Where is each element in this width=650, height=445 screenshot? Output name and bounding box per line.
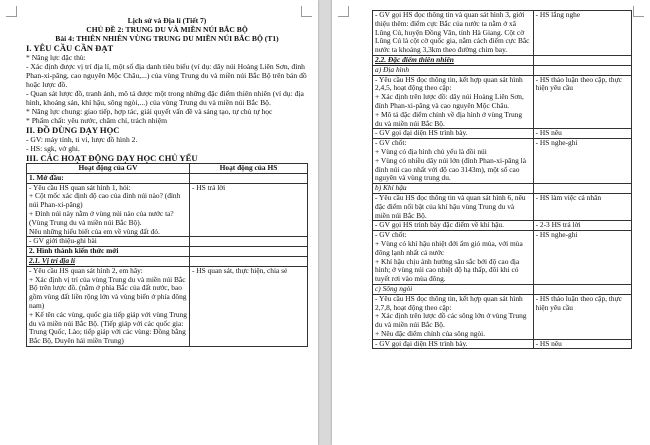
teacher-activity-line: + Cột mốc xác định độ cao của đỉnh núi nào? (đỉnh núi Phan-xi-păng) xyxy=(29,191,181,210)
teacher-activity-cell xyxy=(373,184,534,194)
text-line: * Năng lực chung: giao tiếp, hợp tác, giải quyết vấn đề và sáng tạo, tự chủ tự học xyxy=(26,107,273,116)
teacher-activity-line: - Yêu cầu HS quan sát hình 1, hỏi: xyxy=(29,182,131,192)
teacher-activity-cell xyxy=(373,294,534,339)
teacher-activity-line: b) Khí hậu xyxy=(375,183,407,193)
teacher-activity-cell xyxy=(373,139,534,184)
teacher-activity-line: - Yêu cầu HS đọc thông tin, kết hợp quan sát hình 2,7,8, hoạt động theo cặp: xyxy=(375,293,523,312)
table-row xyxy=(373,139,632,184)
document-page-left xyxy=(0,0,318,445)
text-line: * Phẩm chất: yêu nước, chăm chỉ, trách nhiệm xyxy=(26,116,167,125)
teacher-activity-line: Nêu những hiểu biết của em về vùng đất đó. xyxy=(29,226,160,236)
page-content-right xyxy=(372,10,632,349)
table-header-row xyxy=(27,164,308,174)
student-activity-cell xyxy=(533,231,631,285)
teacher-activity-line: - GV chốt: xyxy=(375,230,407,240)
student-activity-cell xyxy=(533,75,631,129)
text-line: - HS: sgk, vở ghi. xyxy=(26,144,80,153)
student-activity-line: - HS quan sát, thực hiện, chia sẻ xyxy=(191,265,288,275)
teacher-activity-cell xyxy=(373,193,534,220)
table-header-student: Hoạt động của HS xyxy=(189,164,307,174)
teacher-activity-cell xyxy=(27,266,190,346)
table-row xyxy=(27,256,308,266)
teacher-activity-line: - GV gọi HS đọc thông tin và quan sát hình 3, giới thiệu thêm: điểm cực Bắc của nước ta nằm ở xã Lũng Cú, huyện Đồng Văn, tỉnh Hà Giang. Cột cờ Lũng Cú là cột cờ quốc gia, nằm cách điểm cực Bắc nước ta khoảng 3,3km theo đường chim bay. xyxy=(375,10,530,55)
student-activity-cell xyxy=(189,183,307,237)
teacher-activity-cell xyxy=(373,65,534,75)
table-row xyxy=(373,221,632,231)
student-activity-cell xyxy=(189,237,307,247)
teacher-activity-line: + Kể tên các vùng, quốc gia tiếp giáp với vùng Trung du và miền núi Bắc Bộ. (Tiếp giáp với các quốc gia: Trung Quốc, Lào; tiếp giáp với các vùng: Đồng bằng Bắc Bộ, Duyên hải miền Trung) xyxy=(29,309,187,346)
activities-table xyxy=(26,163,308,347)
student-activity-cell xyxy=(189,266,307,346)
section-heading: II. ĐỒ DÙNG DẠY HỌC xyxy=(26,125,120,135)
student-activity-line: - HS nêu xyxy=(535,338,562,348)
table-row xyxy=(27,183,308,237)
teacher-activity-cell xyxy=(373,284,534,294)
student-activity-cell xyxy=(189,256,307,266)
text-line: * Năng lực đặc thù: xyxy=(26,53,86,62)
student-activity-cell xyxy=(533,139,631,184)
table-row xyxy=(27,266,308,346)
student-activity-line: - HS thảo luận theo cặp, thực hiện yêu cầu xyxy=(535,74,622,93)
page-content-left xyxy=(26,16,308,347)
teacher-activity-cell xyxy=(27,183,190,237)
section-heading: III. CÁC HOẠT ĐỘNG DẠY HỌC CHỦ YẾU xyxy=(26,153,198,163)
table-row xyxy=(373,65,632,75)
table-row xyxy=(373,294,632,339)
text-line: - Quan sát lược đồ, tranh ảnh, mô tả được một trong những đặc điểm thiên nhiên (ví dụ: địa hình, khoáng sản, khí hậu, sông ngòi,...) của vùng Trung du và miền núi Bắc Bộ. xyxy=(26,89,304,107)
teacher-activity-line: + Vùng có khí hậu nhiệt đới ẩm gió mùa, với mùa đông lạnh nhất cả nước xyxy=(375,238,523,257)
teacher-activity-cell xyxy=(373,75,534,129)
table-row xyxy=(373,184,632,194)
teacher-activity-line: + Mô tả đặc điểm chính về địa hình ở vùng Trung du và miền núi Bắc Bộ. xyxy=(375,109,523,128)
student-activity-line: - 2-3 HS trả lời xyxy=(535,220,581,230)
table-row xyxy=(27,173,308,183)
student-activity-cell xyxy=(533,294,631,339)
teacher-activity-cell xyxy=(27,247,190,257)
student-activity-cell xyxy=(533,184,631,194)
student-activity-cell xyxy=(533,193,631,220)
page-corner-mark xyxy=(633,6,644,17)
text-line: - Xác định được vị trí địa lí, một số địa danh tiêu biểu (ví dụ: dãy núi Hoàng Liên Sơn, đỉnh Phan-xi-păng, cao nguyên Mộc Châu,...) của vùng Trung du và miền núi Bắc Bộ trên bản đồ hoặc lược đồ. xyxy=(26,62,307,89)
teacher-activity-line: - Yêu cầu HS đọc thông tin và quan sát hình 6, nêu đặc điểm nổi bật của khí hậu vùng Trung du và miền núi Bắc Bộ. xyxy=(375,192,526,220)
teacher-activity-line: + Vùng có nhiều dãy núi lớn (đỉnh Phan-xi-păng là đỉnh núi cao nhất với độ cao 3143m), một số cao nguyên và vùng trung du. xyxy=(375,155,527,183)
teacher-activity-line: - Yêu cầu HS quan sát hình 2, em hãy: xyxy=(29,265,143,275)
table-row xyxy=(373,284,632,294)
table-row xyxy=(373,193,632,220)
teacher-activity-line: 2.2. Đặc điểm thiên nhiên xyxy=(375,54,454,64)
teacher-activity-line: - Yêu cầu HS đọc thông tin, kết hợp quan sát hình 2,4,5, hoạt động theo cặp: xyxy=(375,74,523,93)
teacher-activity-line: - GV giới thiệu-ghi bài xyxy=(29,236,97,246)
teacher-activity-line: 2. Hình thành kiến thức mới xyxy=(29,246,119,256)
table-body xyxy=(373,11,632,349)
teacher-activity-line: + Nêu đặc điểm chính của sông ngòi. xyxy=(375,328,486,338)
table-row xyxy=(373,339,632,349)
lesson-title: Bài 4: THIÊN NHIÊN VÙNG TRUNG DU MIỀN NÚI BẮC BỘ (T1) xyxy=(55,34,279,43)
teacher-activity-line: a) Địa hình xyxy=(375,64,410,74)
teacher-activity-line: - GV gọi đại diện HS trình bày. xyxy=(375,338,468,348)
student-activity-cell xyxy=(533,11,631,56)
page-corner-mark xyxy=(338,6,349,17)
table-row xyxy=(373,231,632,285)
table-row xyxy=(373,11,632,56)
teacher-activity-line: + Xác định trên lược đồ: dãy núi Hoàng Liên Sơn, đỉnh Phan-xi-păng và cao nguyên Mộc Châu. xyxy=(375,92,524,110)
student-activity-cell xyxy=(533,284,631,294)
table-row xyxy=(373,55,632,65)
teacher-activity-cell xyxy=(373,11,534,56)
student-activity-line: - HS nghe-ghi xyxy=(535,138,578,148)
activities-table-continued xyxy=(372,10,632,349)
teacher-activity-line: + Vùng có địa hình chủ yếu là đồi núi xyxy=(375,146,487,156)
table-row xyxy=(27,247,308,257)
student-activity-line: - HS trả lời xyxy=(191,182,226,192)
student-activity-cell xyxy=(533,55,631,65)
student-activity-cell xyxy=(533,65,631,75)
teacher-activity-line: + Đỉnh núi này nằm ở vùng núi nào của nước ta? (Vùng Trung du và miền núi Bắc Bộ). xyxy=(29,208,174,227)
student-activity-cell xyxy=(189,247,307,257)
teacher-activity-line: - GV chốt: xyxy=(375,138,407,148)
table-row xyxy=(373,75,632,129)
student-activity-cell xyxy=(533,339,631,349)
student-activity-cell xyxy=(189,173,307,183)
teacher-activity-line: - GV gọi đại diện HS trình bày. xyxy=(375,128,468,138)
teacher-activity-line: + Khí hậu chịu ảnh hưởng sâu sắc bởi độ cao địa hình; ở vùng núi cao nhiệt độ hạ thấp, đôi khi có tuyết rơi vào mùa đông. xyxy=(375,256,520,284)
teacher-activity-cell xyxy=(373,55,534,65)
text-line: - GV: máy tính, ti vi, lược đồ hình 2. xyxy=(26,135,138,144)
teacher-activity-line: - GV gọi HS trình bày đặc điểm về khí hậu. xyxy=(375,220,504,230)
objectives-list xyxy=(26,53,308,125)
student-activity-line: - HS thảo luận theo cặp, thực hiện yêu cầu xyxy=(535,293,622,312)
teacher-activity-line: c) Sông ngòi xyxy=(375,283,413,293)
document-page-right xyxy=(332,0,650,445)
page-corner-mark xyxy=(6,6,17,17)
teacher-activity-line: + Xác định vị trí của vùng Trung du và miền núi Bắc Bộ trên lược đồ. (nằm ở phía Bắc của đất nước, bao gồm vùng đất liền rộng lớn và vùng biển ở phía đông nam) xyxy=(29,274,187,310)
teacher-activity-cell xyxy=(373,231,534,285)
teacher-activity-line: + Xác định trên lược đồ các sông lớn ở vùng Trung du và miền núi Bắc Bộ. xyxy=(375,311,527,330)
chapter-title: CHỦ ĐỀ 2: TRUNG DU VÀ MIỀN NÚI BẮC BỘ xyxy=(86,25,248,34)
teacher-activity-cell xyxy=(373,339,534,349)
materials-list xyxy=(26,135,308,153)
teacher-activity-line: 2.1. Vị trí địa lí xyxy=(29,255,75,265)
teacher-activity-line: 1. Mở đầu: xyxy=(29,172,64,182)
student-activity-line: - HS nêu xyxy=(535,128,562,138)
table-body xyxy=(27,173,308,346)
lesson-subject-title: Lịch sử và Địa lí (Tiết 7) xyxy=(127,16,207,25)
table-row xyxy=(373,129,632,139)
student-activity-line: - HS làm việc cá nhân xyxy=(535,192,602,202)
teacher-activity-cell xyxy=(27,256,190,266)
table-header-teacher: Hoạt động của GV xyxy=(27,164,190,174)
section-heading: I. YÊU CẦU CẦN ĐẠT xyxy=(26,43,114,53)
student-activity-line: - HS lắng nghe xyxy=(535,10,581,19)
student-activity-line: - HS nghe-ghi xyxy=(535,230,578,240)
teacher-activity-cell xyxy=(27,173,190,183)
